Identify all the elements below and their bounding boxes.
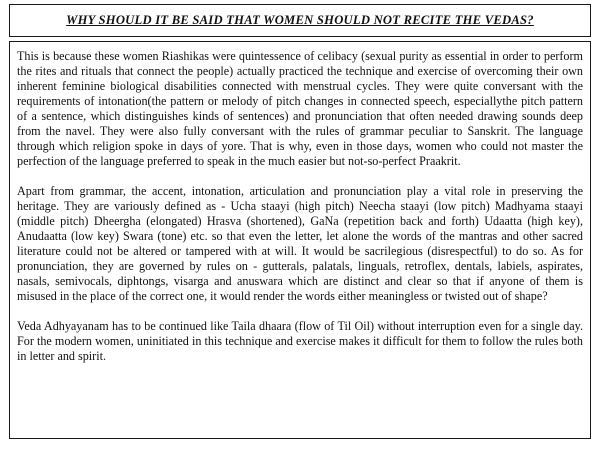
paragraph-1: This is because these women Riashikas were quintessence of celibacy (sexual purity as essential in order to perform the rites and rituals that connect the people) actually practiced the technique and exercise of overcoming their own inherent feminine biological disabilities connected with menstrual cycles. They were quite conversant with the requirements of intonation(the pattern or melody of pitch changes in connected speech, especiallythe pitch pattern of a sentence, which distinguishes kinds of sentences) and pronunciation that often needed drawing sounds deep from the navel. They were also fully conversant with the rules of grammar peculiar to Sanskrit. The language through which religion spoke in days of yore. That is why, even in those days, women who could not master the perfection of the language preferred to speak in the much easier but not-so-perfect Praakrit. bbox=[17, 49, 583, 168]
paragraph-2: Apart from grammar, the accent, intonation, articulation and pronunciation play a vital role in preserving the heritage. They are variously defined as - Ucha staayi (high pitch) Neecha staayi (low pitch) Madhyama staayi (middle pitch) Dheergha (elongated) Hrasva (shortened), GaNa (repetition back and forth) Udaatta (high key), Anudaatta (low key) Swara (tone) etc. so that even the letter, let alone the words of the mantras and other sacred literature could not be altered or tampered with at will. It would be sacrilegious (disrespectful) to do so. As for pronunciation, they are governed by rules on - gutterals, palatals, linguals, retroflex, dentals, labiels, aspirates, nasals, semivocals, diphtongs, visarga and anuswara which are distinct and clear so that if anyone of them is misused in the place of the correct one, it would render the words either meaningless or twisted out of shape? bbox=[17, 184, 583, 303]
content-box bbox=[9, 41, 591, 439]
title-box bbox=[9, 4, 591, 37]
paragraph-3: Veda Adhyayanam has to be continued like Taila dhaara (flow of Til Oil) without interruption even for a single day. For the modern women, uninitiated in this technique and exercise makes it difficult for them to follow the rules both in letter and spirit. bbox=[17, 319, 583, 363]
page-title: WHY SHOULD IT BE SAID THAT WOMEN SHOULD NOT RECITE THE VEDAS? bbox=[66, 13, 534, 27]
